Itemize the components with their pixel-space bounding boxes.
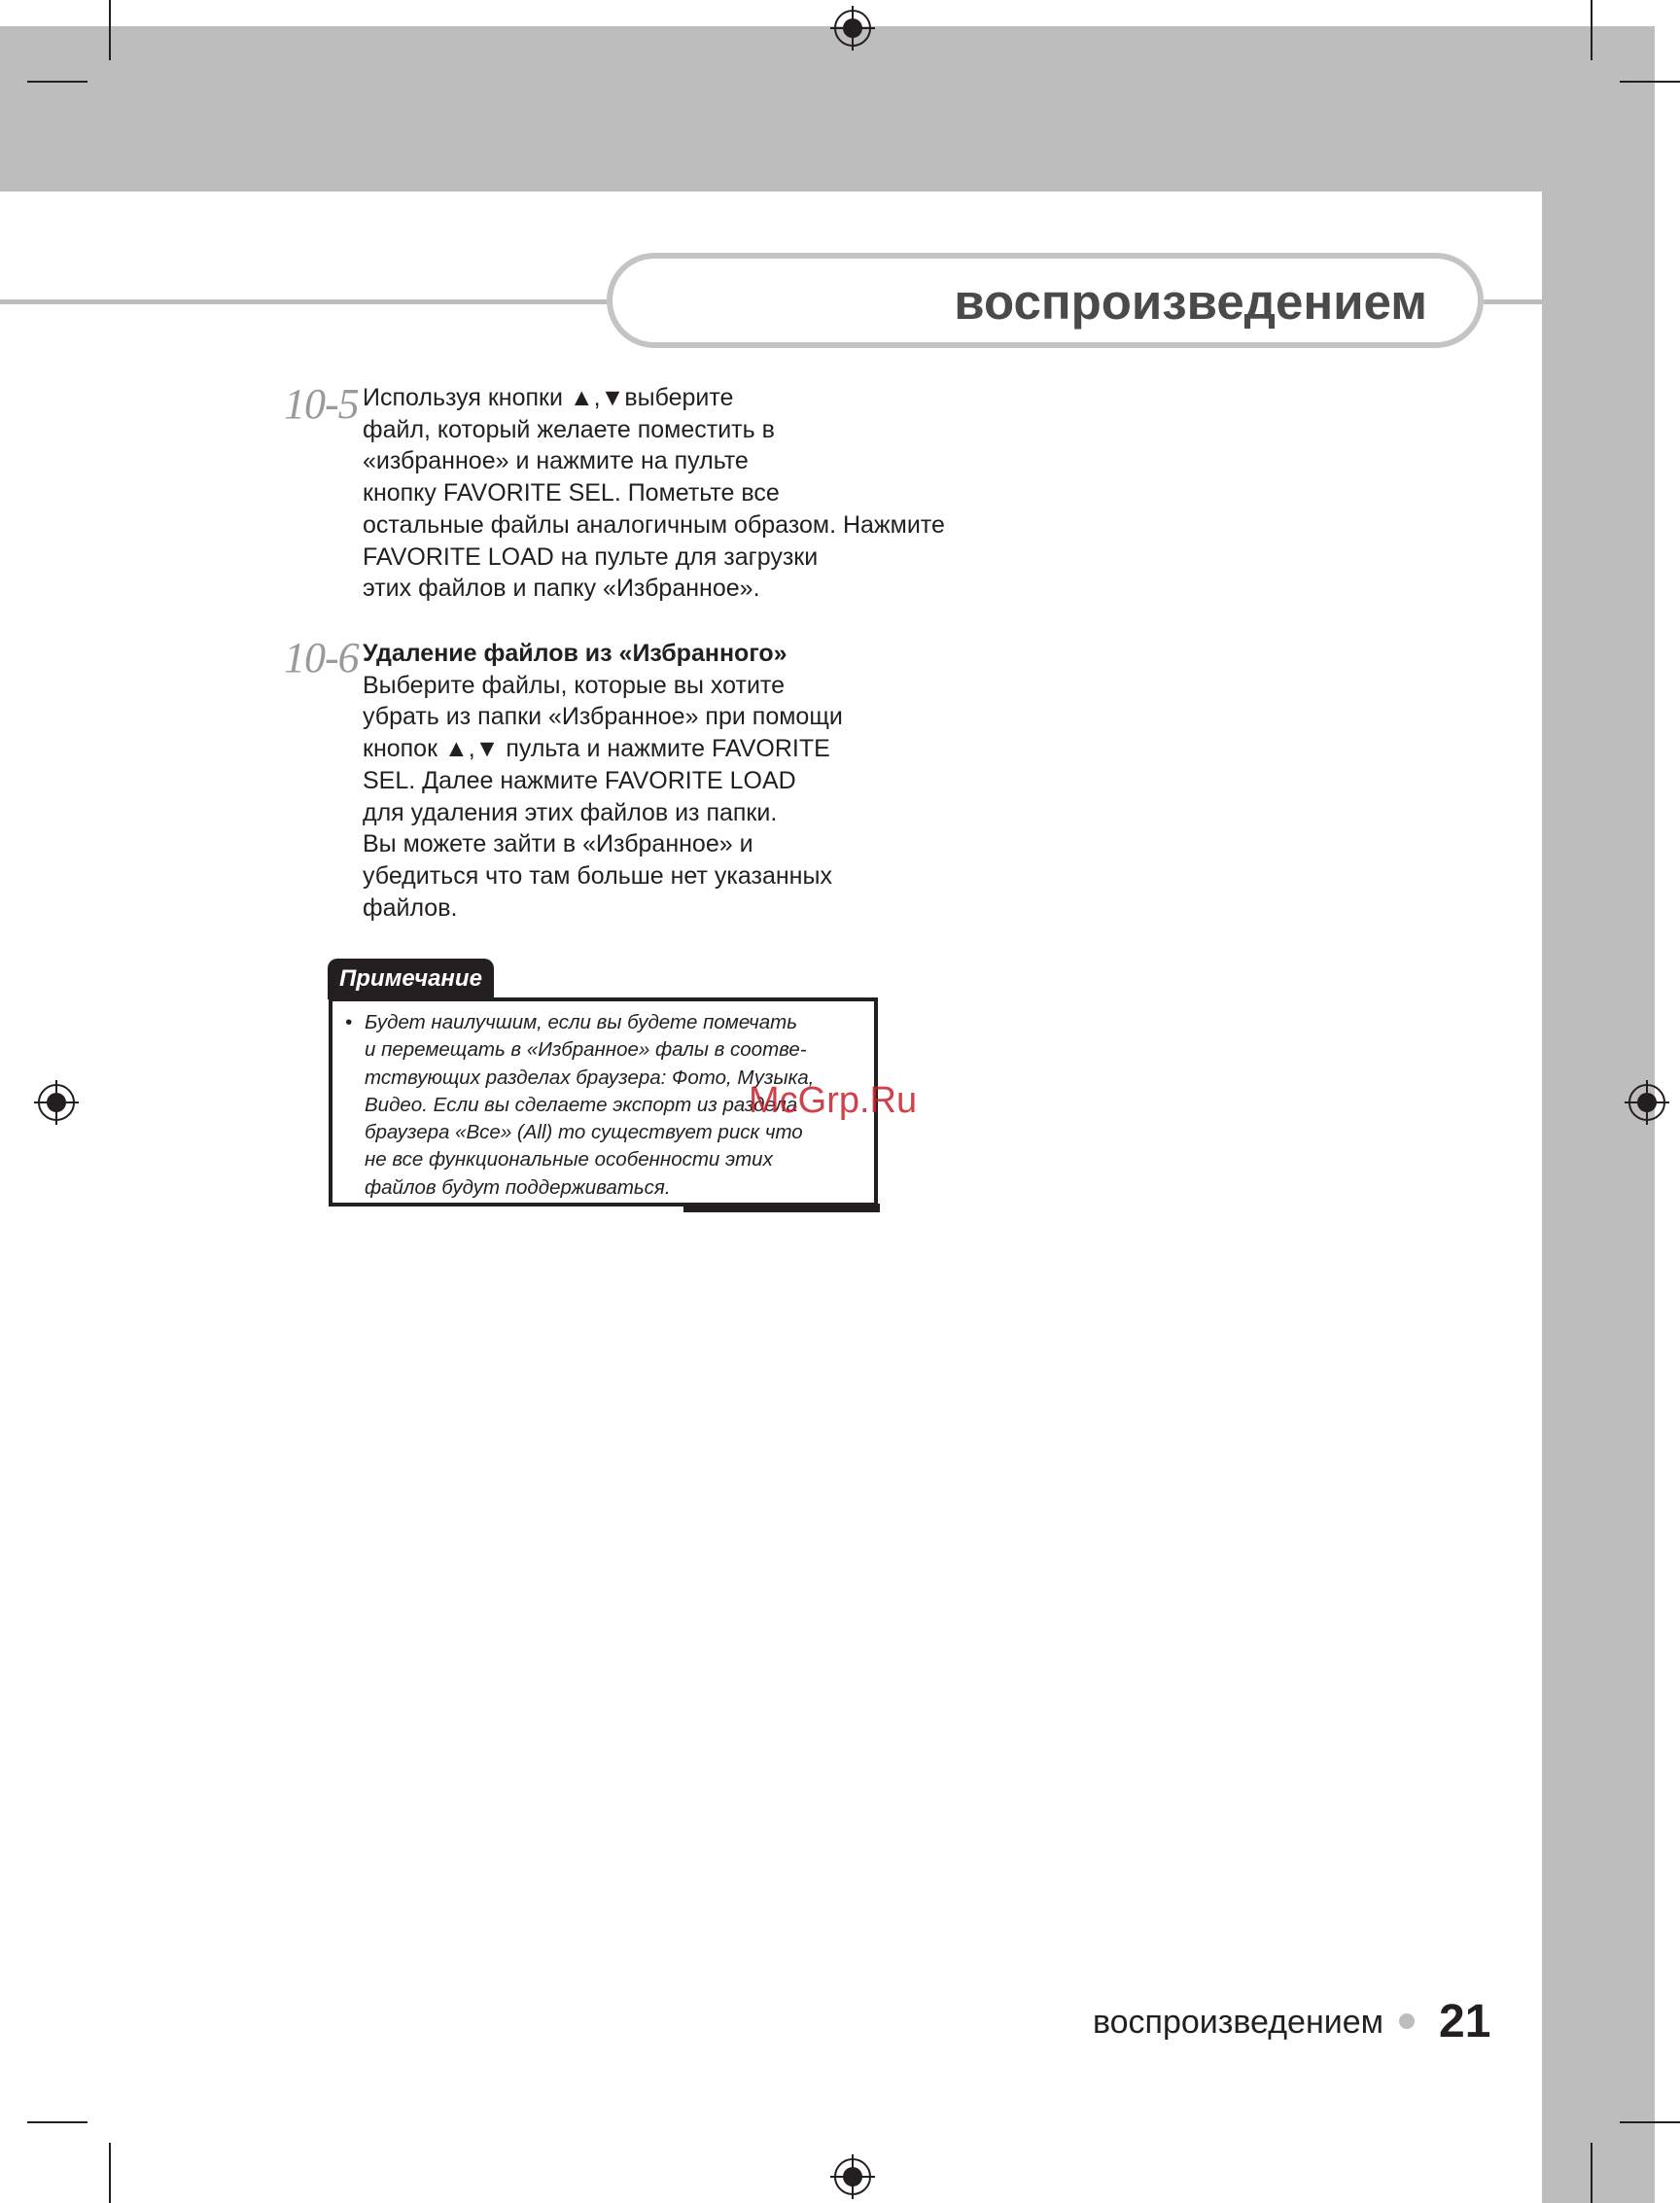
crop-mark xyxy=(27,81,88,83)
header-rule-right xyxy=(1484,299,1542,304)
note-shadow-bar xyxy=(683,1204,880,1212)
crop-mark xyxy=(109,0,111,60)
crop-mark xyxy=(1591,0,1592,60)
step-text-line: FAVORITE LOAD на пульте для загрузки xyxy=(363,542,819,571)
footer-section-name: воспроизведением xyxy=(1092,2004,1383,2041)
step-text-line: файл, который желаете поместить в xyxy=(363,415,775,443)
footer-dot-icon xyxy=(1399,2013,1415,2029)
note-line: тствующих разделах браузера: Фото, Музыка, xyxy=(365,1066,815,1089)
step-number: 10-5 xyxy=(284,380,359,428)
crop-mark xyxy=(1620,2121,1680,2123)
step-text xyxy=(363,638,1004,924)
step-text-line: «избранное» и нажмите на пульте xyxy=(363,447,749,475)
note-line: файлов будут поддерживаться. xyxy=(365,1175,671,1199)
step-text-line: этих файлов и папку «Избранное». xyxy=(363,575,760,603)
step-text-line: Используя кнопки ▲,▼выберите xyxy=(363,384,734,411)
step-text-line: убрать из папки «Избранное» при помощи xyxy=(363,703,843,731)
step-text-line: Выберите файлы, которые вы хотите xyxy=(363,671,785,699)
step-text-line: остальные файлы аналогичным образом. Нажмите xyxy=(363,510,945,539)
note-line: браузера «Все» (All) то существует риск что xyxy=(365,1121,803,1144)
section-title: воспроизведением xyxy=(954,274,1427,330)
note-line: не все функциональные особенности этих xyxy=(365,1148,773,1171)
step-text-line: убедиться что там больше нет указанных xyxy=(363,861,832,890)
step-number: 10-6 xyxy=(284,634,359,682)
bullet-icon: • xyxy=(345,1011,353,1033)
registration-mark-icon xyxy=(830,6,875,51)
top-gray-band xyxy=(0,26,1655,192)
crop-mark xyxy=(1591,2143,1592,2203)
step-text xyxy=(363,382,1004,605)
step-heading: Удаление файлов из «Избранного» xyxy=(363,640,788,667)
crop-mark xyxy=(1620,81,1680,83)
section-title-pill xyxy=(607,253,1484,348)
step-text-line: SEL. Далее нажмите FAVORITE LOAD xyxy=(363,766,796,794)
registration-mark-icon xyxy=(830,2154,875,2199)
note-line: и перемещать в «Избранное» фалы в соотве- xyxy=(365,1038,807,1062)
crop-mark xyxy=(27,2121,88,2123)
page-number: 21 xyxy=(1439,1996,1491,2047)
note-label: Примечание xyxy=(328,959,494,999)
registration-mark-icon xyxy=(1625,1080,1669,1125)
note-line: Видео. Если вы сделаете экспорт из раздела xyxy=(365,1093,798,1116)
step-text-line: файлов. xyxy=(363,893,458,922)
step-text-line: Вы можете зайти в «Избранное» и xyxy=(363,830,753,858)
header-rule-left xyxy=(0,299,611,304)
step-text-line: для удаления этих файлов из папки. xyxy=(363,798,778,826)
step-text-line: кнопок ▲,▼ пульта и нажмите FAVORITE xyxy=(363,735,830,763)
watermark: McGrp.Ru xyxy=(749,1080,918,1121)
registration-mark-icon xyxy=(34,1080,79,1125)
note-line: Будет наилучшим, если вы будете помечать xyxy=(365,1011,797,1033)
crop-mark xyxy=(109,2143,111,2203)
step-text-line: кнопку FAVORITE SEL. Пометьте все xyxy=(363,479,780,507)
